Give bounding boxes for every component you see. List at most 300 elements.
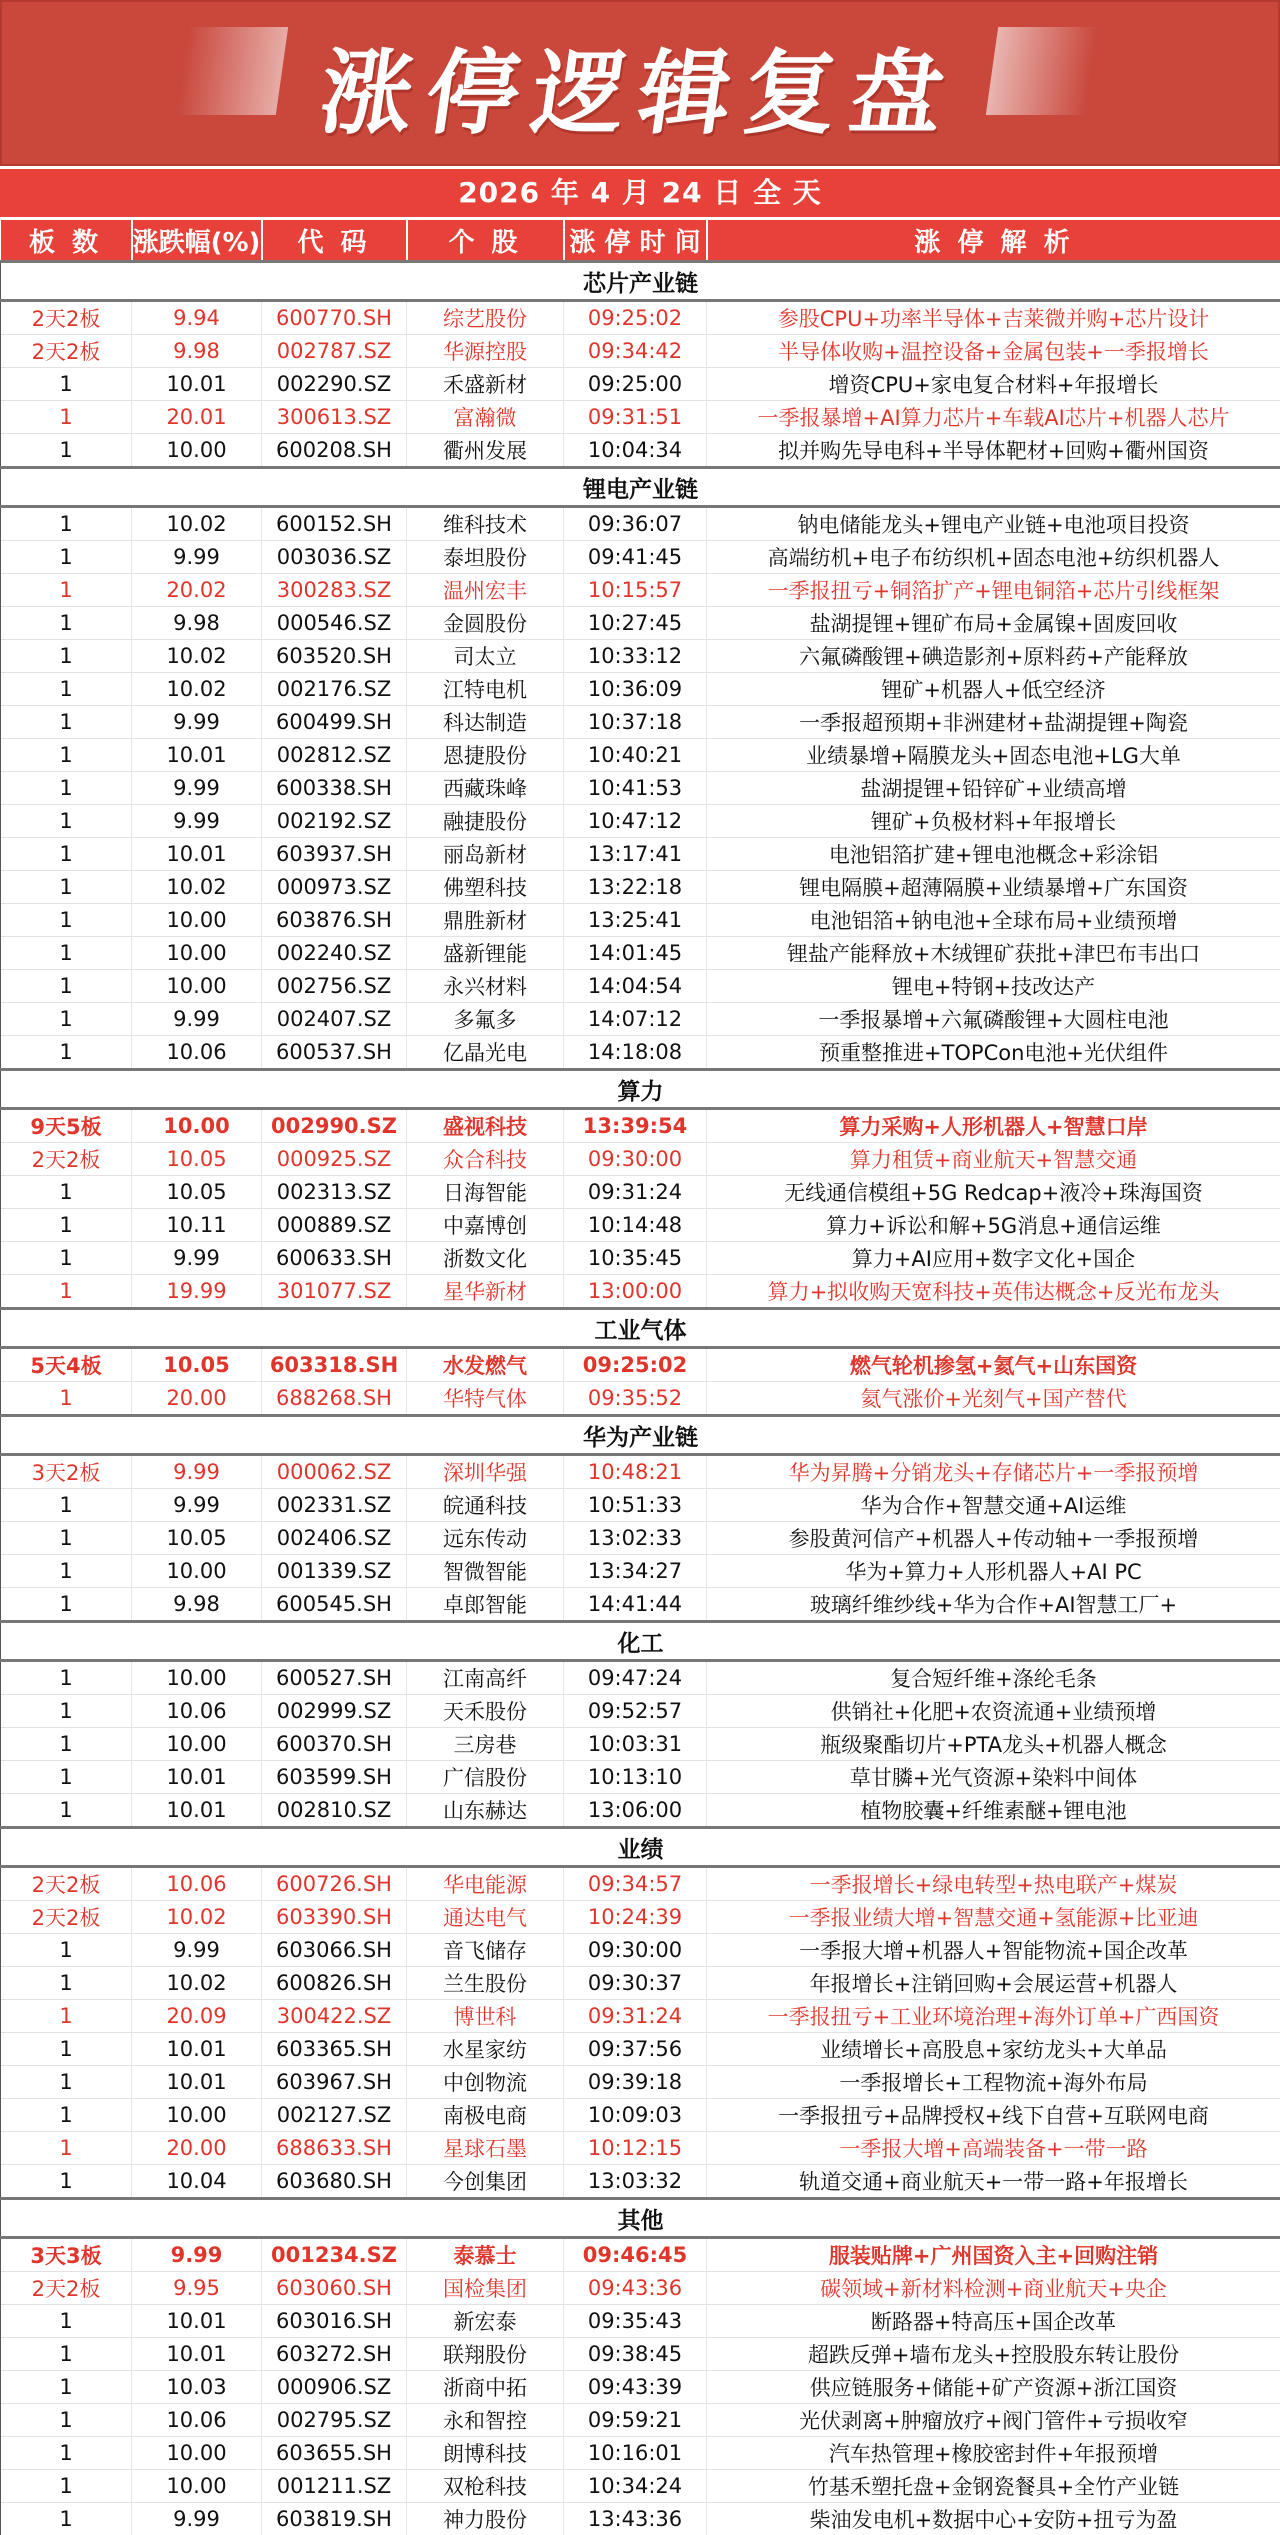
board-count: 1 (1, 2066, 132, 2099)
stock-code: 002810.SZ (262, 1794, 407, 1828)
table-row (1, 607, 1280, 640)
board-count: 2天2板 (1, 1143, 132, 1176)
stock-code: 002795.SZ (262, 2404, 407, 2437)
stock-code: 002176.SZ (262, 673, 407, 706)
table-row (1, 1109, 1280, 1143)
limit-up-reason: 锂矿+机器人+低空经济 (707, 673, 1280, 706)
change-pct: 20.02 (132, 574, 262, 607)
section-header (1, 1070, 1280, 1109)
stock-name: 天禾股份 (407, 1695, 564, 1728)
stock-code: 688268.SH (262, 1382, 407, 1416)
board-count: 1 (1, 1934, 132, 1967)
stock-code: 002756.SZ (262, 970, 407, 1003)
limit-up-reason: 一季报扭亏+工业环境治理+海外订单+广西国资 (707, 2000, 1280, 2033)
limit-up-reason: 华为昇腾+分销龙头+存储芯片+一季报预增 (707, 1455, 1280, 1489)
table-row (1, 838, 1280, 871)
change-pct: 10.01 (132, 368, 262, 401)
stock-code: 603066.SH (262, 1934, 407, 1967)
board-count: 1 (1, 574, 132, 607)
limit-up-time: 09:59:21 (564, 2404, 707, 2437)
limit-up-reason: 参股黄河信产+机器人+传动轴+一季报预增 (707, 1522, 1280, 1555)
change-pct: 20.09 (132, 2000, 262, 2033)
limit-up-reason: 一季报暴增+AI算力芯片+车载AI芯片+机器人芯片 (707, 401, 1280, 434)
limit-up-reason: 一季报增长+工程物流+海外布局 (707, 2066, 1280, 2099)
limit-up-time: 10:04:34 (564, 434, 707, 468)
table-row (1, 507, 1280, 541)
limit-up-time: 10:35:45 (564, 1242, 707, 1275)
stock-code: 301077.SZ (262, 1275, 407, 1309)
change-pct: 9.99 (132, 805, 262, 838)
change-pct: 9.99 (132, 541, 262, 574)
board-count: 2天2板 (1, 335, 132, 368)
limit-up-reason: 植物胶囊+纤维素醚+锂电池 (707, 1794, 1280, 1828)
limit-up-time: 13:34:27 (564, 1555, 707, 1588)
table-row (1, 970, 1280, 1003)
stock-code: 600499.SH (262, 706, 407, 739)
header-stock: 个 股 (407, 219, 564, 262)
limit-up-time: 09:31:24 (564, 1176, 707, 1209)
stock-name: 江南高纤 (407, 1661, 564, 1695)
board-count: 1 (1, 1242, 132, 1275)
table-row (1, 1209, 1280, 1242)
limit-up-reason: 华为合作+智慧交通+AI运维 (707, 1489, 1280, 1522)
board-count: 1 (1, 640, 132, 673)
change-pct: 10.00 (132, 1728, 262, 1761)
section-title: 锂电产业链 (1, 468, 1280, 507)
stock-name: 博世科 (407, 2000, 564, 2033)
stock-code: 000062.SZ (262, 1455, 407, 1489)
limit-up-reason: 算力+AI应用+数字文化+国企 (707, 1242, 1280, 1275)
limit-up-time: 09:35:52 (564, 1382, 707, 1416)
stock-name: 多氟多 (407, 1003, 564, 1036)
header-time: 涨 停 时 间 (564, 219, 707, 262)
table-row (1, 1761, 1280, 1794)
change-pct: 10.01 (132, 2033, 262, 2066)
board-count: 1 (1, 2000, 132, 2033)
table-row (1, 1036, 1280, 1070)
change-pct: 10.00 (132, 2099, 262, 2132)
stock-name: 卓郎智能 (407, 1588, 564, 1622)
change-pct: 10.05 (132, 1143, 262, 1176)
limit-up-time: 13:25:41 (564, 904, 707, 937)
stock-code: 003036.SZ (262, 541, 407, 574)
limit-up-time: 13:00:00 (564, 1275, 707, 1309)
table-row (1, 1555, 1280, 1588)
limit-up-reason: 高端纺机+电子布纺织机+固态电池+纺织机器人 (707, 541, 1280, 574)
limit-up-time: 13:03:32 (564, 2165, 707, 2199)
stock-code: 002331.SZ (262, 1489, 407, 1522)
stock-code: 002192.SZ (262, 805, 407, 838)
limit-up-reason: 瓶级聚酯切片+PTA龙头+机器人概念 (707, 1728, 1280, 1761)
board-count: 1 (1, 2437, 132, 2470)
stock-code: 002406.SZ (262, 1522, 407, 1555)
board-count: 1 (1, 772, 132, 805)
stock-code: 002313.SZ (262, 1176, 407, 1209)
change-pct: 10.11 (132, 1209, 262, 1242)
change-pct: 10.01 (132, 739, 262, 772)
limit-up-reason: 盐湖提锂+锂矿布局+金属镍+固废回收 (707, 607, 1280, 640)
stock-name: 维科技术 (407, 507, 564, 541)
limit-up-reason: 一季报扭亏+铜箔扩产+锂电铜箔+芯片引线框架 (707, 574, 1280, 607)
section-title: 芯片产业链 (1, 262, 1280, 301)
board-count: 1 (1, 739, 132, 772)
change-pct: 9.95 (132, 2272, 262, 2305)
stock-code: 603272.SH (262, 2338, 407, 2371)
stock-name: 丽岛新材 (407, 838, 564, 871)
limit-up-time: 10:36:09 (564, 673, 707, 706)
stock-name: 深圳华强 (407, 1455, 564, 1489)
limit-up-time: 10:12:15 (564, 2132, 707, 2165)
limit-up-reason: 一季报超预期+非洲建材+盐湖提锂+陶瓷 (707, 706, 1280, 739)
limit-up-reason: 一季报扭亏+品牌授权+线下自营+互联网电商 (707, 2099, 1280, 2132)
stock-name: 金圆股份 (407, 607, 564, 640)
table-row (1, 1794, 1280, 1828)
table-row (1, 772, 1280, 805)
limit-up-reason: 一季报大增+机器人+智能物流+国企改革 (707, 1934, 1280, 1967)
board-count: 1 (1, 1489, 132, 1522)
stock-code: 001234.SZ (262, 2238, 407, 2272)
limit-up-time: 10:14:48 (564, 1209, 707, 1242)
board-count: 1 (1, 2371, 132, 2404)
board-count: 1 (1, 2338, 132, 2371)
board-count: 1 (1, 970, 132, 1003)
stock-name: 恩捷股份 (407, 739, 564, 772)
board-count: 1 (1, 1003, 132, 1036)
board-count: 2天2板 (1, 1867, 132, 1901)
limit-up-reason: 服装贴牌+广州国资入主+回购注销 (707, 2238, 1280, 2272)
limit-up-time: 10:24:39 (564, 1901, 707, 1934)
table-row (1, 1901, 1280, 1934)
section-header (1, 1828, 1280, 1867)
stock-code: 688633.SH (262, 2132, 407, 2165)
stock-name: 三房巷 (407, 1728, 564, 1761)
stock-name: 富瀚微 (407, 401, 564, 434)
board-count: 1 (1, 2404, 132, 2437)
board-count: 1 (1, 904, 132, 937)
section-title: 算力 (1, 1070, 1280, 1109)
stock-name: 华特气体 (407, 1382, 564, 1416)
limit-up-reason: 电池铝箔+钠电池+全球布局+业绩预增 (707, 904, 1280, 937)
stock-code: 600633.SH (262, 1242, 407, 1275)
limit-up-reason: 预重整推进+TOPCon电池+光伏组件 (707, 1036, 1280, 1070)
stock-name: 新宏泰 (407, 2305, 564, 2338)
stock-code: 603016.SH (262, 2305, 407, 2338)
limit-up-reason: 锂盐产能释放+木绒锂矿获批+津巴布韦出口 (707, 937, 1280, 970)
stock-name: 佛塑科技 (407, 871, 564, 904)
change-pct: 10.04 (132, 2165, 262, 2199)
table-row (1, 904, 1280, 937)
board-count: 1 (1, 2099, 132, 2132)
table-row (1, 574, 1280, 607)
limit-up-time: 10:33:12 (564, 640, 707, 673)
limit-up-time: 09:46:45 (564, 2238, 707, 2272)
stock-name: 星球石墨 (407, 2132, 564, 2165)
section-title: 化工 (1, 1622, 1280, 1661)
board-count: 1 (1, 2033, 132, 2066)
table-row (1, 1176, 1280, 1209)
change-pct: 10.03 (132, 2371, 262, 2404)
change-pct: 10.01 (132, 2066, 262, 2099)
limit-up-reason: 盐湖提锂+铅锌矿+业绩高增 (707, 772, 1280, 805)
limit-up-time: 09:31:51 (564, 401, 707, 434)
limit-up-time: 10:27:45 (564, 607, 707, 640)
limit-up-reason: 锂矿+负极材料+年报增长 (707, 805, 1280, 838)
change-pct: 10.01 (132, 1761, 262, 1794)
board-count: 1 (1, 1522, 132, 1555)
table-row (1, 2033, 1280, 2066)
limit-up-reason: 无线通信模组+5G Redcap+液冷+珠海国资 (707, 1176, 1280, 1209)
stock-code: 002990.SZ (262, 1109, 407, 1143)
stock-code: 603937.SH (262, 838, 407, 871)
limit-up-time: 09:35:43 (564, 2305, 707, 2338)
change-pct: 10.00 (132, 1109, 262, 1143)
limit-up-table (0, 217, 1280, 2535)
limit-up-reason: 锂电隔膜+超薄隔膜+业绩暴增+广东国资 (707, 871, 1280, 904)
table-row (1, 1661, 1280, 1695)
stock-code: 600770.SH (262, 301, 407, 335)
change-pct: 9.99 (132, 1003, 262, 1036)
limit-up-time: 09:47:24 (564, 1661, 707, 1695)
header-board: 板 数 (1, 219, 132, 262)
change-pct: 10.01 (132, 838, 262, 871)
limit-up-time: 13:02:33 (564, 1522, 707, 1555)
stock-name: 司太立 (407, 640, 564, 673)
limit-up-time: 10:48:21 (564, 1455, 707, 1489)
board-count: 3天2板 (1, 1455, 132, 1489)
section-title: 其他 (1, 2199, 1280, 2238)
stock-code: 603876.SH (262, 904, 407, 937)
limit-up-reason: 增资CPU+家电复合材料+年报增长 (707, 368, 1280, 401)
table-row (1, 1003, 1280, 1036)
header-pct: 涨跌幅(%) (132, 219, 262, 262)
table-row (1, 335, 1280, 368)
stock-name: 鼎胜新材 (407, 904, 564, 937)
stock-code: 603520.SH (262, 640, 407, 673)
limit-up-time: 13:43:36 (564, 2503, 707, 2535)
stock-name: 综艺股份 (407, 301, 564, 335)
limit-up-time: 09:52:57 (564, 1695, 707, 1728)
limit-up-reason: 草甘膦+光气资源+染料中间体 (707, 1761, 1280, 1794)
section-header (1, 2199, 1280, 2238)
board-count: 1 (1, 1275, 132, 1309)
stock-name: 国检集团 (407, 2272, 564, 2305)
change-pct: 9.99 (132, 1242, 262, 1275)
limit-up-reason: 一季报暴增+六氟磷酸锂+大圆柱电池 (707, 1003, 1280, 1036)
limit-up-time: 10:34:24 (564, 2470, 707, 2503)
limit-up-reason: 算力采购+人形机器人+智慧口岸 (707, 1109, 1280, 1143)
limit-up-time: 14:07:12 (564, 1003, 707, 1036)
limit-up-time: 09:37:56 (564, 2033, 707, 2066)
board-count: 1 (1, 673, 132, 706)
stock-code: 603365.SH (262, 2033, 407, 2066)
stock-name: 水星家纺 (407, 2033, 564, 2066)
stock-code: 600545.SH (262, 1588, 407, 1622)
header-code: 代 码 (262, 219, 407, 262)
board-count: 1 (1, 1794, 132, 1828)
board-count: 1 (1, 871, 132, 904)
board-count: 1 (1, 805, 132, 838)
board-count: 1 (1, 607, 132, 640)
section-title: 华为产业链 (1, 1416, 1280, 1455)
stock-name: 西藏珠峰 (407, 772, 564, 805)
stock-code: 300613.SZ (262, 401, 407, 434)
table-row (1, 2165, 1280, 2199)
board-count: 1 (1, 1728, 132, 1761)
table-row (1, 1275, 1280, 1309)
stock-name: 温州宏丰 (407, 574, 564, 607)
stock-name: 亿晶光电 (407, 1036, 564, 1070)
limit-up-reason: 算力+诉讼和解+5G消息+通信运维 (707, 1209, 1280, 1242)
section-header (1, 468, 1280, 507)
limit-up-time: 10:47:12 (564, 805, 707, 838)
table-row (1, 2404, 1280, 2437)
limit-up-time: 09:41:45 (564, 541, 707, 574)
stock-name: 联翔股份 (407, 2338, 564, 2371)
stock-code: 603680.SH (262, 2165, 407, 2199)
board-count: 1 (1, 2470, 132, 2503)
limit-up-time: 10:51:33 (564, 1489, 707, 1522)
table-row (1, 2371, 1280, 2404)
stock-code: 600208.SH (262, 434, 407, 468)
table-row (1, 2066, 1280, 2099)
change-pct: 9.99 (132, 1489, 262, 1522)
stock-code: 002999.SZ (262, 1695, 407, 1728)
board-count: 1 (1, 1555, 132, 1588)
change-pct: 10.01 (132, 2305, 262, 2338)
limit-up-time: 09:39:18 (564, 2066, 707, 2099)
table-row (1, 2437, 1280, 2470)
limit-up-time: 14:04:54 (564, 970, 707, 1003)
stock-name: 华电能源 (407, 1867, 564, 1901)
change-pct: 10.02 (132, 871, 262, 904)
table-row (1, 1728, 1280, 1761)
change-pct: 10.06 (132, 2404, 262, 2437)
change-pct: 9.98 (132, 335, 262, 368)
table-row (1, 1588, 1280, 1622)
stock-code: 603967.SH (262, 2066, 407, 2099)
limit-up-time: 10:09:03 (564, 2099, 707, 2132)
limit-up-time: 10:41:53 (564, 772, 707, 805)
table-row (1, 1934, 1280, 1967)
stock-name: 浙数文化 (407, 1242, 564, 1275)
table-row (1, 368, 1280, 401)
table-row (1, 871, 1280, 904)
table-row (1, 1967, 1280, 2000)
table-row (1, 937, 1280, 970)
stock-name: 广信股份 (407, 1761, 564, 1794)
stock-name: 众合科技 (407, 1143, 564, 1176)
stock-code: 000925.SZ (262, 1143, 407, 1176)
stock-name: 融捷股份 (407, 805, 564, 838)
limit-up-time: 14:18:08 (564, 1036, 707, 1070)
section-header (1, 262, 1280, 301)
change-pct: 10.06 (132, 1867, 262, 1901)
stock-name: 中嘉博创 (407, 1209, 564, 1242)
change-pct: 10.02 (132, 1901, 262, 1934)
board-count: 1 (1, 1382, 132, 1416)
board-count: 9天5板 (1, 1109, 132, 1143)
limit-up-reason: 钠电储能龙头+锂电产业链+电池项目投资 (707, 507, 1280, 541)
change-pct: 9.99 (132, 2238, 262, 2272)
limit-up-reason: 竹基禾塑托盘+金钢瓷餐具+全竹产业链 (707, 2470, 1280, 2503)
limit-up-reason: 燃气轮机掺氢+氦气+山东国资 (707, 1348, 1280, 1382)
limit-up-time: 09:36:07 (564, 507, 707, 541)
board-count: 1 (1, 706, 132, 739)
table-row (1, 2238, 1280, 2272)
limit-up-time: 09:43:39 (564, 2371, 707, 2404)
limit-up-reason: 光伏剥离+肿瘤放疗+阀门管件+亏损收窄 (707, 2404, 1280, 2437)
stock-code: 603599.SH (262, 1761, 407, 1794)
stock-code: 600537.SH (262, 1036, 407, 1070)
limit-up-reason: 供销社+化肥+农资流通+业绩预增 (707, 1695, 1280, 1728)
board-count: 2天2板 (1, 2272, 132, 2305)
change-pct: 9.99 (132, 1455, 262, 1489)
stock-code: 300422.SZ (262, 2000, 407, 2033)
stock-code: 002407.SZ (262, 1003, 407, 1036)
table-row (1, 739, 1280, 772)
board-count: 1 (1, 2503, 132, 2535)
stock-code: 002290.SZ (262, 368, 407, 401)
board-count: 1 (1, 368, 132, 401)
board-count: 1 (1, 1761, 132, 1794)
limit-up-time: 09:30:00 (564, 1143, 707, 1176)
limit-up-time: 13:06:00 (564, 1794, 707, 1828)
stock-code: 002127.SZ (262, 2099, 407, 2132)
change-pct: 10.02 (132, 640, 262, 673)
stock-name: 日海智能 (407, 1176, 564, 1209)
stock-name: 神力股份 (407, 2503, 564, 2535)
page-title: 涨停逻辑复盘 (0, 20, 1280, 152)
limit-up-reason: 超跌反弹+墙布龙头+控股股东转让股份 (707, 2338, 1280, 2371)
board-count: 1 (1, 2132, 132, 2165)
limit-up-reason: 参股CPU+功率半导体+吉莱微并购+芯片设计 (707, 301, 1280, 335)
change-pct: 9.99 (132, 1934, 262, 1967)
change-pct: 9.99 (132, 706, 262, 739)
change-pct: 9.94 (132, 301, 262, 335)
stock-name: 星华新材 (407, 1275, 564, 1309)
table-row (1, 401, 1280, 434)
board-count: 1 (1, 1588, 132, 1622)
limit-up-reason: 汽车热管理+橡胶密封件+年报预增 (707, 2437, 1280, 2470)
stock-code: 001339.SZ (262, 1555, 407, 1588)
limit-up-time: 13:22:18 (564, 871, 707, 904)
change-pct: 10.00 (132, 2470, 262, 2503)
stock-code: 600338.SH (262, 772, 407, 805)
stock-name: 音飞储存 (407, 1934, 564, 1967)
table-row (1, 1382, 1280, 1416)
board-count: 1 (1, 1209, 132, 1242)
date-bar: 2026 年 4 月 24 日 全 天 (0, 169, 1280, 217)
change-pct: 10.02 (132, 1967, 262, 2000)
limit-up-time: 09:25:02 (564, 301, 707, 335)
limit-up-time: 10:15:57 (564, 574, 707, 607)
change-pct: 10.02 (132, 507, 262, 541)
stock-name: 泰坦股份 (407, 541, 564, 574)
stock-name: 盛视科技 (407, 1109, 564, 1143)
limit-up-reason: 半导体收购+温控设备+金属包装+一季报增长 (707, 335, 1280, 368)
stock-name: 今创集团 (407, 2165, 564, 2199)
limit-up-reason: 六氟磷酸锂+碘造影剂+原料药+产能释放 (707, 640, 1280, 673)
limit-up-reason: 氦气涨价+光刻气+国产替代 (707, 1382, 1280, 1416)
limit-up-time: 09:30:00 (564, 1934, 707, 1967)
board-count: 1 (1, 2305, 132, 2338)
change-pct: 10.00 (132, 904, 262, 937)
limit-up-time: 09:25:00 (564, 368, 707, 401)
stock-code: 002240.SZ (262, 937, 407, 970)
stock-name: 永和智控 (407, 2404, 564, 2437)
table-row (1, 1455, 1280, 1489)
table-row (1, 2272, 1280, 2305)
